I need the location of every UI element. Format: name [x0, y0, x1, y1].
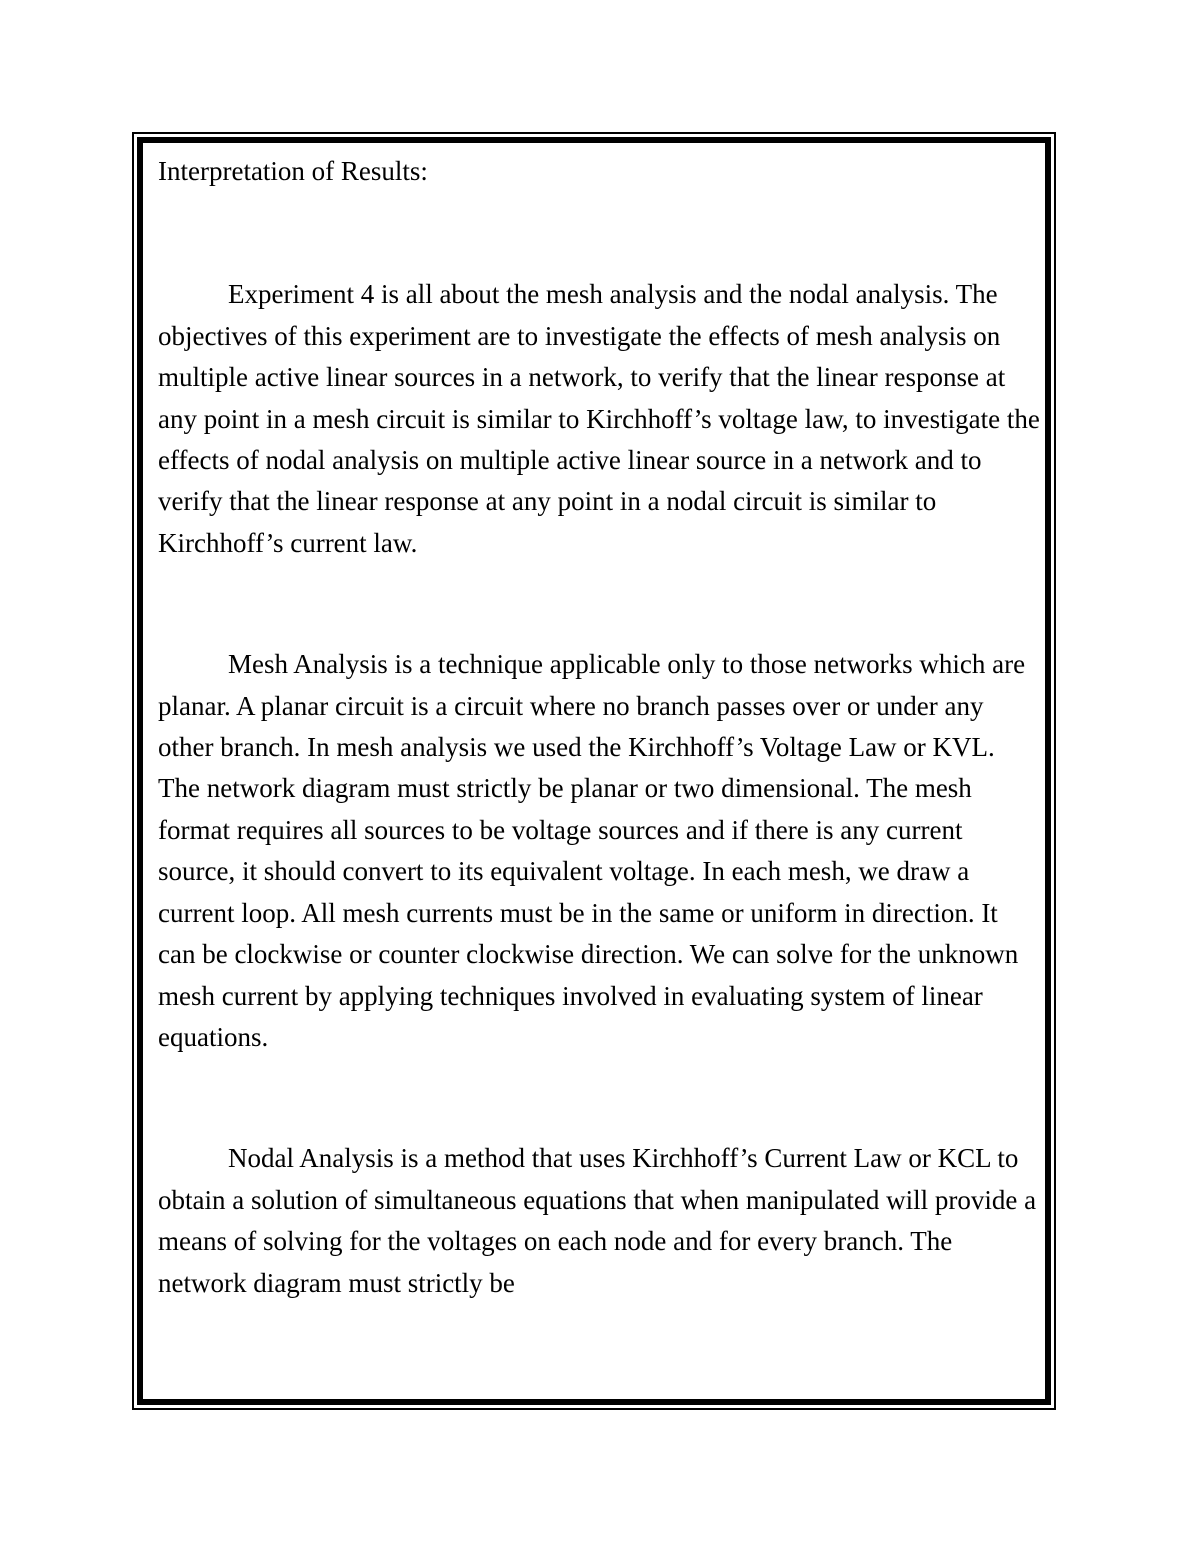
section-heading: Interpretation of Results:	[158, 156, 428, 186]
spacer	[158, 564, 1042, 644]
paragraph-nodal-analysis: Nodal Analysis is a method that uses Kirchhoff’s Current Law or KCL to obtain a solution of simultaneous equations that when manipulated will provide a means of solving for the voltages on each node and for every branch. The network diagram must strictly be	[158, 1143, 1037, 1298]
document-body	[158, 151, 1042, 1304]
paragraph-objectives: Experiment 4 is all about the mesh analysis and the nodal analysis. The objectives of this experiment are to investigate the effects of mesh analysis on multiple active linear sources in a network, to verify that the linear response at any point in a mesh circuit is similar to Kirchhoff’s voltage law, to investigate the effects of nodal analysis on multiple active linear source in a network and to verify that the linear response at any point in a nodal circuit is similar to Kirchhoff’s current law.	[158, 279, 1040, 558]
spacer	[158, 1058, 1042, 1138]
paragraph-mesh-analysis: Mesh Analysis is a technique applicable only to those networks which are planar. A planar circuit is a circuit where no branch passes over or under any other branch. In mesh analysis we used the Kirchhoff’s Voltage Law or KVL. The network diagram must strictly be planar or two dimensional. The mesh format requires all sources to be voltage sources and if there is any current source, it should convert to its equivalent voltage. In each mesh, we draw a current loop. All mesh currents must be in the same or uniform in direction. It can be clockwise or counter clockwise direction. We can solve for the unknown mesh current by applying techniques involved in evaluating system of linear equations.	[158, 649, 1026, 1052]
spacer	[158, 192, 1042, 274]
